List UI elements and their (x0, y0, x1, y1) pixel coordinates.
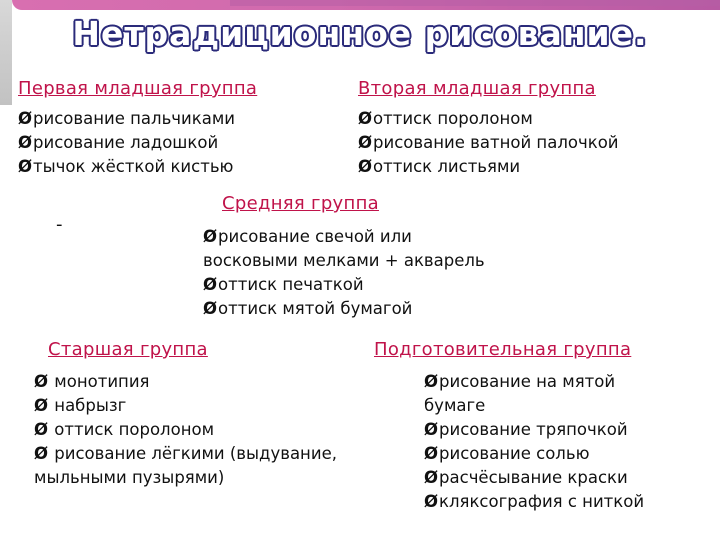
list-item: восковыми мелками + акварель (203, 251, 485, 270)
list-item: Øоттиск печаткой (203, 275, 364, 294)
group-list-first-junior (18, 107, 235, 179)
list-item: Øрисование на мятой (424, 372, 616, 391)
list-item: Ø набрызг (34, 396, 127, 415)
list-item: Øрисование пальчиками (18, 109, 236, 128)
stray-dash: - (56, 214, 63, 235)
group-list-middle (203, 225, 485, 321)
group-list-second-junior (358, 107, 619, 179)
list-item: Øоттиск мятой бумагой (203, 299, 413, 318)
list-item: Ø рисование лёгкими (выдувание, (34, 444, 337, 463)
list-item: Øоттиск поролоном (358, 109, 533, 128)
group-heading-middle: Средняя группа (222, 193, 379, 214)
list-item: Øрисование ватной палочкой (358, 133, 619, 152)
group-list-preparatory (424, 370, 644, 514)
list-item: Øрисование свечой или (203, 227, 412, 246)
list-item: Øрисование ладошкой (18, 133, 219, 152)
list-item: Øтычок жёсткой кистью (18, 157, 234, 176)
list-item: Øрисование тряпочкой (424, 420, 628, 439)
group-heading-first-junior: Первая младшая группа (18, 78, 258, 99)
page-title: Нетрадиционное рисование. (72, 14, 648, 53)
group-heading-preparatory: Подготовительная группа (374, 339, 632, 360)
list-item: Øрасчёсывание краски (424, 468, 628, 487)
group-heading-senior: Старшая группа (48, 339, 208, 360)
list-item: мыльными пузырями) (34, 468, 225, 487)
list-item: Ø оттиск поролоном (34, 420, 215, 439)
group-list-senior (34, 370, 337, 490)
list-item: Øрисование солью (424, 444, 590, 463)
list-item: Ø монотипия (34, 372, 150, 391)
top-decor-accent (230, 0, 720, 6)
list-item: Øоттиск листьями (358, 157, 521, 176)
list-item: Øкляксография с ниткой (424, 492, 645, 511)
group-heading-second-junior: Вторая младшая группа (358, 78, 596, 99)
list-item: бумаге (424, 396, 486, 415)
